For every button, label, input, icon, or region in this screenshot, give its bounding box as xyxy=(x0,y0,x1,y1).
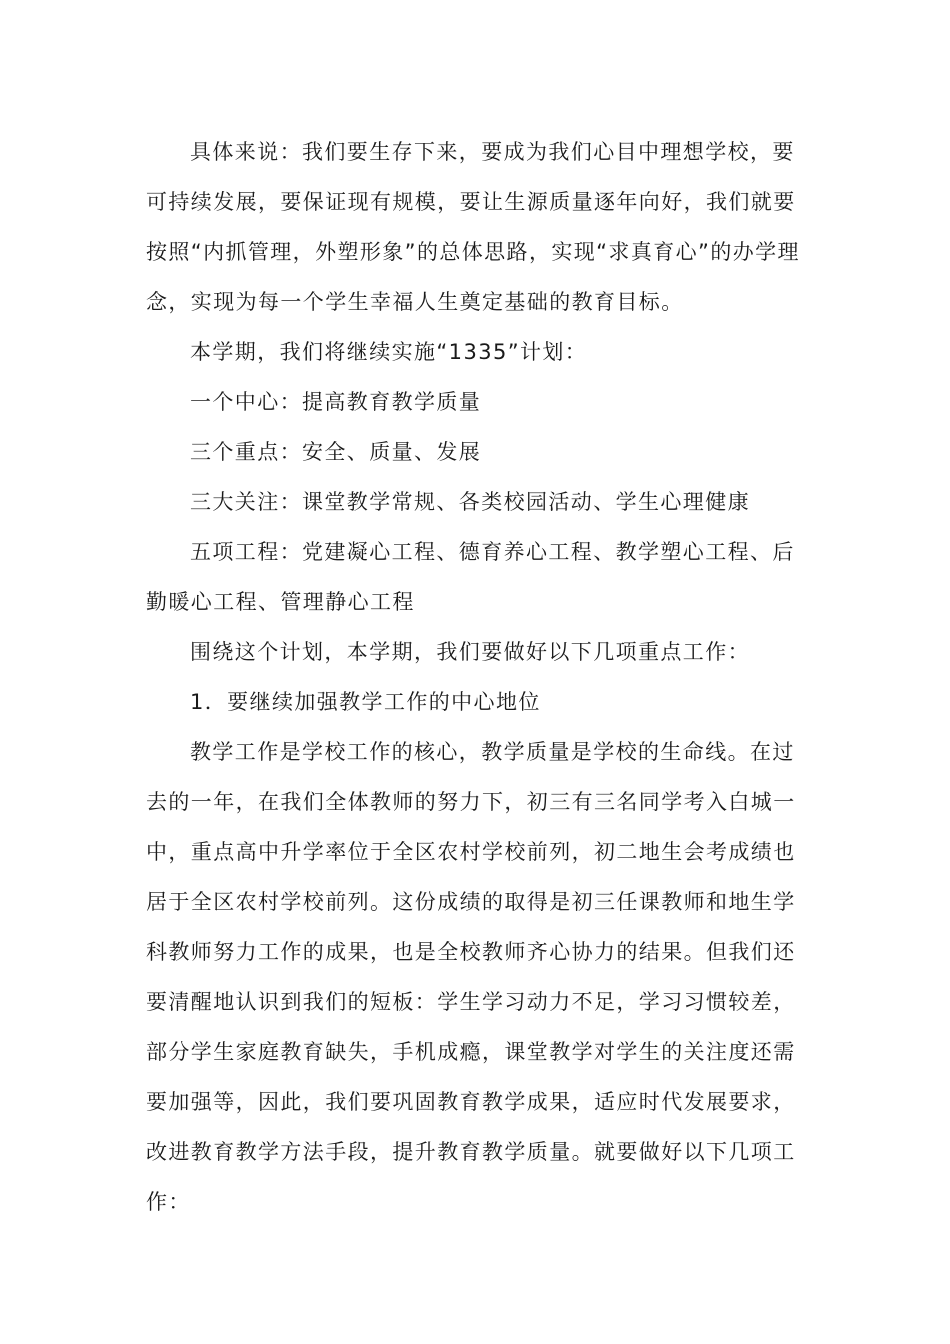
paragraph-key-work-intro: 围绕这个计划，本学期，我们要做好以下几项重点工作： xyxy=(190,640,750,664)
paragraph-one-center: 一个中心：提高教育教学质量 xyxy=(190,390,482,414)
section-heading-teaching: 1．要继续加强教学工作的中心地位 xyxy=(190,690,541,714)
paragraph-three-attention: 三大关注：课堂教学常规、各类校园活动、学生心理健康 xyxy=(190,490,750,514)
paragraph-three-focus: 三个重点：安全、质量、发展 xyxy=(190,440,482,464)
paragraph-teaching-work: 教学工作是学校工作的核心，教学质量是学校的生命线。在过去的一年，在我们全体教师的努力下，初三有三名同学考入白城一中，重点高中升学率位于全区农村学校前列，初二地生会考成绩也居于全区农村学校前列。这份成绩的取得是初三任课教师和地生学科教师努力工作的成果，也是全校教师齐心协力的结果。但我们还要清醒地认识到我们的短板：学生学习动力不足，学习习惯较差，部分学生家庭教育缺失，手机成瘾，课堂教学对学生的关注度还需要加强等，因此，我们要巩固教育教学成果，适应时代发展要求，改进教育教学方法手段，提升教育教学质量。就要做好以下几项工作： xyxy=(146,740,796,1214)
paragraph-intro: 具体来说：我们要生存下来，要成为我们心目中理想学校，要可持续发展，要保证现有规模，要让生源质量逐年向好，我们就要按照“内抓管理，外塑形象”的总体思路，实现“求真育心”的办学理念，实现为每一个学生幸福人生奠定基础的教育目标。 xyxy=(146,140,800,314)
document-body xyxy=(146,127,806,1227)
paragraph-plan-title: 本学期，我们将继续实施“1335”计划： xyxy=(190,340,588,364)
paragraph-five-projects: 五项工程：党建凝心工程、德育养心工程、教学塑心工程、后勤暖心工程、管理静心工程 xyxy=(146,540,795,614)
